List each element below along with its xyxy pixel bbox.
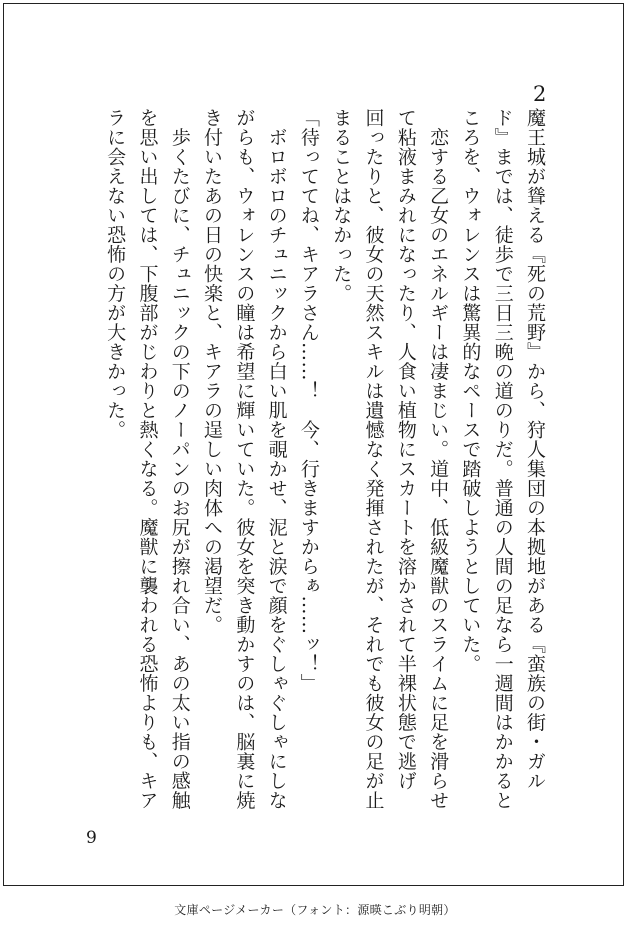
book-page: [3, 3, 624, 886]
page-number: 9: [86, 828, 97, 848]
text-line: まることはなかった。: [330, 108, 353, 303]
text-line: て粘液まみれになったり、人食い植物にスカートを溶かされて半裸状態で逃げ: [394, 108, 417, 791]
text-line: 回ったりと、彼女の天然スキルは遺憾なく発揮されたが、それでも彼女の足が止: [362, 108, 385, 810]
generator-caption: 文庫ページメーカー（フォント：源暎こぶり明朝）: [174, 903, 456, 917]
text-line: ころを、ウォレンスは驚異的なペースで踏破しようとしていた。: [459, 108, 482, 674]
text-line: 魔王城が聳える『死の荒野』から、狩人集団の本拠地がある『蛮族の街・ガル: [524, 108, 546, 791]
text-line: 「待っててね、キアラさん……！ 今、行きますからぁ……ッ！」: [297, 108, 320, 693]
text-line: 恋する乙女のエネルギーは凄まじい。道中、低級魔獣のスライムに足を滑らせ: [427, 108, 450, 810]
text-line: ボロボロのチュニックから白い肌を覗かせ、泥と涙で顔をぐしゃぐしゃにしな: [265, 108, 288, 810]
vertical-body-text: [99, 108, 551, 808]
text-line: がらも、ウォレンスの瞳は希望に輝いていた。彼女を突き動かすのは、脳裏に焼: [233, 108, 256, 810]
text-line: ド』までは、徒歩で三日三晩の道のりだ。普通の人間の足なら一週間はかかると: [491, 108, 514, 810]
text-line: ラに会えない恐怖の方が大きかった。: [104, 108, 127, 440]
text-line: を思い出しては、下腹部がじわりと熱くなる。魔獣に襲われる恐怖よりも、キア: [136, 108, 159, 810]
chapter-number: 2: [533, 82, 547, 106]
text-line: き付いたあの日の快楽と、キアラの逞しい肉体への渇望だ。: [201, 108, 224, 635]
text-line: 歩くたびに、チュニックの下のノーパンのお尻が擦れ合い、あの太い指の感触: [168, 108, 191, 810]
